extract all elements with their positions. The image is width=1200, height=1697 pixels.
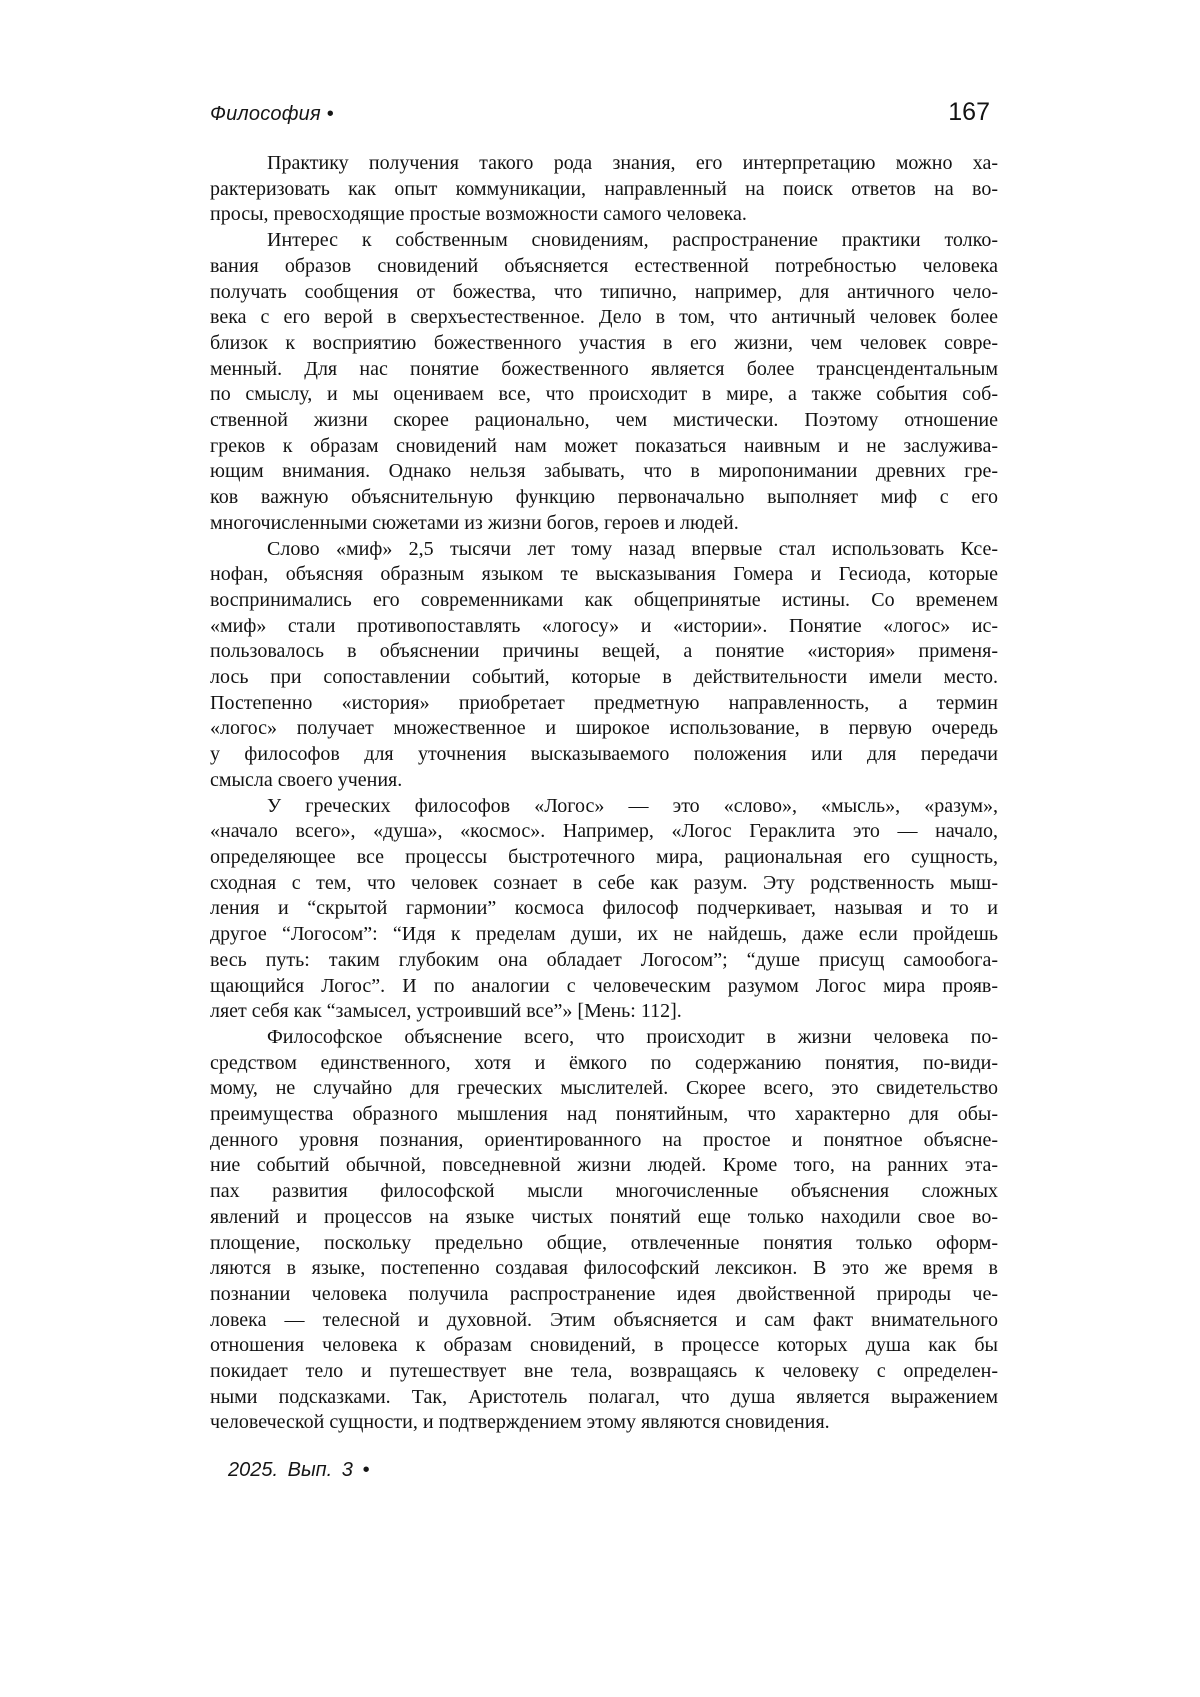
text-line: покидает тело и путешествует вне тела, возвращаясь к человеку с определен- [210, 1360, 998, 1383]
text-line: У греческих философов «Логос» — это «слово», «мысль», «разум», [267, 794, 998, 817]
text-line: определяющее все процессы быстротечного мира, рациональная его сущность, [210, 845, 998, 868]
text-line: вания образов сновидений объясняется естественной потребностью человека [210, 254, 998, 277]
text-line: ственной жизни скорее рационально, чем мистически. Поэтому отношение [210, 409, 998, 432]
text-line: просы, превосходящие простые возможности самого человека. [210, 203, 747, 226]
text-line: «начало всего», «душа», «космос». Например, «Логос Гераклита это — начало, [210, 820, 998, 843]
article-body [210, 151, 998, 1436]
text-line: близок к восприятию божественного участия в его жизни, чем человек совре- [210, 331, 998, 354]
text-line: ляет себя как “замысел, устроивший все”» [Мень: 112]. [210, 1000, 682, 1023]
text-line: другое “Логосом”: “Идя к пределам души, их не найдешь, даже если пройдешь [210, 923, 998, 946]
text-line: познании человека получила распространение идея двойственной природы че- [210, 1282, 998, 1305]
paragraph [210, 537, 998, 794]
footer-issue-label: 2025. Вып. 3 • [228, 1459, 370, 1481]
paragraph [210, 1025, 998, 1436]
paragraph [210, 794, 998, 1025]
text-line: смысла своего учения. [210, 768, 403, 791]
text-line: «логос» получает множественное и широкое использование, в первую очередь [210, 717, 998, 740]
text-line: ления и “скрытой гармонии” космоса философ подчеркивает, называя и то и [210, 897, 998, 920]
text-line: менный. Для нас понятие божественного является более трансцендентальным [210, 357, 998, 380]
text-line: у философов для уточнения высказываемого положения или для передачи [210, 743, 998, 766]
section-title: Философия • [210, 103, 334, 125]
text-line: сходная с тем, что человек сознает в себе как разум. Эту родственность мыш- [210, 871, 998, 894]
text-line: преимущества образного мышления над понятийным, что характерно для обы- [210, 1103, 998, 1126]
text-line: ловека — телесной и духовной. Этим объясняется и сам факт внимательного [210, 1308, 998, 1331]
text-line: лось при сопоставлении событий, которые в действительности имели место. [210, 666, 998, 689]
text-line: явлений и процессов на языке чистых понятий еще только находили свое во- [210, 1205, 998, 1228]
text-line: пользовалось в объяснении причины вещей, а понятие «история» применя- [210, 640, 998, 663]
text-line: отношения человека к образам сновидений, в процессе которых душа как бы [210, 1334, 998, 1357]
page-number: 167 [948, 98, 990, 126]
text-line: рактеризовать как опыт коммуникации, направленный на поиск ответов на во- [210, 177, 998, 200]
text-line: человеческой сущности, и подтверждением этому являются сновидения. [210, 1411, 830, 1434]
text-line: века с его верой в сверхъестественное. Дело в том, что античный человек более [210, 306, 998, 329]
text-line: Интерес к собственным сновидениям, распространение практики толко- [267, 229, 998, 252]
text-line: Практику получения такого рода знания, его интерпретацию можно ха- [267, 152, 998, 174]
text-line: по смыслу, и мы оцениваем все, что происходит в мире, а также события соб- [210, 383, 998, 406]
text-line: Слово «миф» 2,5 тысячи лет тому назад впервые стал использовать Ксе- [267, 537, 998, 560]
text-line: ными подсказками. Так, Аристотель полагал, что душа является выражением [210, 1385, 998, 1408]
text-line: греков к образам сновидений нам может показаться наивным и не заслужива- [210, 434, 998, 457]
text-line: ляются в языке, постепенно создавая философский лексикон. В это же время в [210, 1257, 998, 1280]
text-line: щающийся Логос”. И по аналогии с человеческим разумом Логос мира прояв- [210, 974, 998, 997]
paragraph [210, 151, 998, 228]
text-line: ков важную объяснительную функцию первоначально выполняет миф с его [210, 486, 998, 509]
text-line: Философское объяснение всего, что происходит в жизни человека по- [267, 1025, 998, 1048]
paragraph [210, 228, 998, 536]
running-head [210, 98, 990, 127]
text-line: многочисленными сюжетами из жизни богов, героев и людей. [210, 511, 739, 534]
text-line: ние событий обычной, повседневной жизни людей. Кроме того, на ранних эта- [210, 1154, 998, 1177]
text-line: ющим внимания. Однако нельзя забывать, что в миропонимании древних гре- [210, 460, 998, 483]
text-line: пах развития философской мысли многочисленные объяснения сложных [210, 1180, 998, 1203]
text-line: нофан, объясняя образным языком те высказывания Гомера и Гесиода, которые [210, 563, 998, 586]
text-line: средством единственного, хотя и ёмкого по содержанию понятия, по-види- [210, 1051, 998, 1074]
text-line: денного уровня познания, ориентированного на простое и понятное объясне- [210, 1128, 998, 1151]
text-line: весь путь: таким глубоким она обладает Логосом”; “душе присущ самообога- [210, 948, 998, 971]
text-line: мому, не случайно для греческих мыслителей. Скорее всего, это свидетельство [210, 1077, 998, 1100]
text-line: площение, поскольку предельно общие, отвлеченные понятия только оформ- [210, 1231, 998, 1254]
text-line: воспринимались его современниками как общепринятые истины. Со временем [210, 588, 998, 611]
text-line: получать сообщения от божества, что типично, например, для античного чело- [210, 280, 998, 303]
text-line: Постепенно «история» приобретает предметную направленность, а термин [210, 691, 998, 714]
text-line: «миф» стали противопоставлять «логосу» и «истории». Понятие «логос» ис- [210, 614, 998, 637]
